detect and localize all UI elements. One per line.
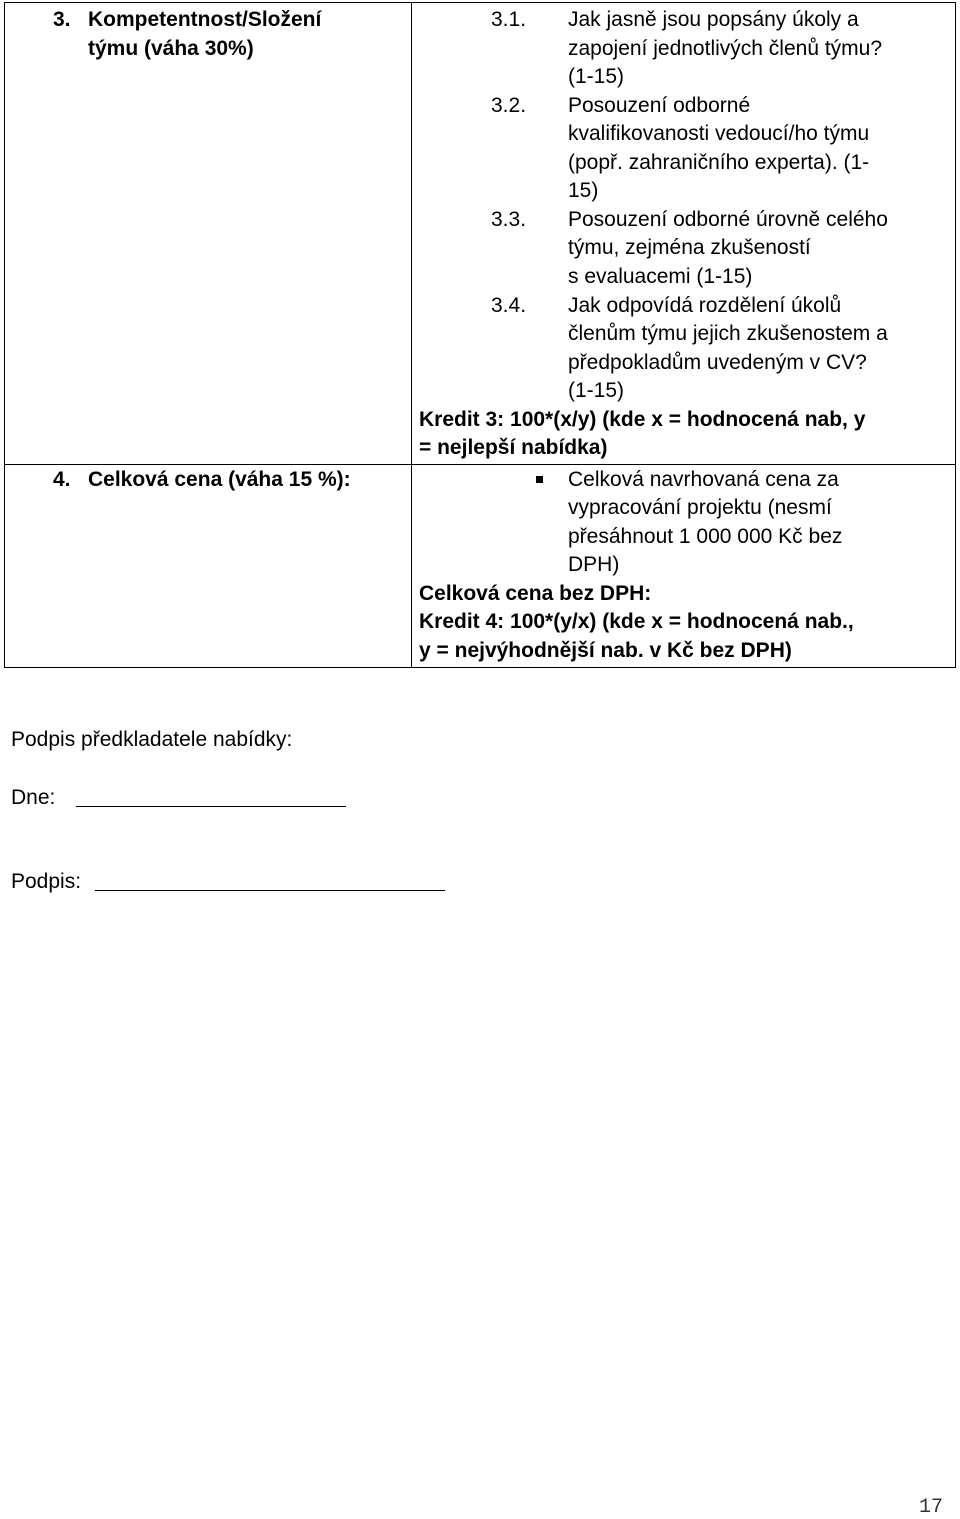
criteria-row-3-title-cell — [5, 3, 412, 464]
row-4-bullet-line: Celková navrhovaná cena za — [568, 468, 839, 491]
item-3-2-line: (popř. zahraničního experta). (1- — [568, 151, 870, 174]
criteria-row-3 — [5, 3, 955, 465]
row-3-title-line2: týmu (váha 30%) — [88, 37, 254, 60]
sign-label: Podpis: — [11, 870, 82, 893]
criteria-table — [4, 2, 956, 668]
criteria-row-4-title-cell — [5, 465, 412, 667]
row-3-title-line1: Kompetentnost/Složení — [88, 8, 322, 31]
item-3-4-line: Jak odpovídá rozdělení úkolů — [568, 294, 842, 317]
item-3-4-number: 3.4. — [491, 294, 527, 317]
row-4-bullet-line: vypracování projektu (nesmí — [568, 496, 832, 519]
item-3-4-line: (1-15) — [568, 379, 625, 402]
row-3-credit-line2: = nejlepší nabídka) — [419, 436, 608, 459]
item-3-3-line: Posouzení odborné úrovně celého — [568, 208, 888, 231]
item-3-4-line: členům týmu jejich zkušenostem a — [568, 322, 888, 345]
item-3-2-line: 15) — [568, 179, 599, 202]
row-4-total-label: Celková cena bez DPH: — [419, 582, 652, 605]
row-4-title: Celková cena (váha 15 %): — [88, 468, 351, 491]
row-4-bullet-line: DPH) — [568, 553, 620, 576]
item-3-3-line: s evaluacemi (1-15) — [568, 265, 753, 288]
item-3-3-line: týmu, zejména zkušeností — [568, 236, 811, 259]
item-3-1-line: Jak jasně jsou popsány úkoly a — [568, 8, 859, 31]
row-4-credit-line1: Kredit 4: 100*(y/x) (kde x = hodnocená nab., — [419, 610, 854, 633]
date-label: Dne: — [11, 786, 56, 809]
page-number: 17 — [919, 1496, 944, 1519]
criteria-row-4-detail-cell — [412, 465, 955, 667]
item-3-3-number: 3.3. — [491, 208, 527, 231]
row-3-number: 3. — [53, 8, 71, 31]
square-bullet-icon — [536, 476, 543, 483]
criteria-row-4 — [5, 465, 955, 667]
item-3-4-line: předpokladům uvedeným v CV? — [568, 351, 867, 374]
item-3-1-line: (1-15) — [568, 65, 625, 88]
row-4-credit-line2: y = nejvýhodnější nab. v Kč bez DPH) — [419, 639, 792, 662]
row-3-credit-line1: Kredit 3: 100*(x/y) (kde x = hodnocená nab, y — [419, 408, 866, 431]
row-4-number: 4. — [53, 468, 71, 491]
criteria-row-3-detail-cell — [412, 3, 955, 464]
row-4-bullet-line: přesáhnout 1 000 000 Kč bez — [568, 525, 843, 548]
item-3-1-number: 3.1. — [491, 8, 527, 31]
item-3-2-line: Posouzení odborné — [568, 94, 751, 117]
item-3-1-line: zapojení jednotlivých členů týmu? — [568, 37, 883, 60]
signature-field[interactable] — [95, 890, 445, 891]
date-field[interactable] — [76, 806, 346, 807]
item-3-2-line: kvalifikovanosti vedoucí/ho týmu — [568, 122, 870, 145]
signature-heading: Podpis předkladatele nabídky: — [11, 728, 293, 751]
item-3-2-number: 3.2. — [491, 94, 527, 117]
